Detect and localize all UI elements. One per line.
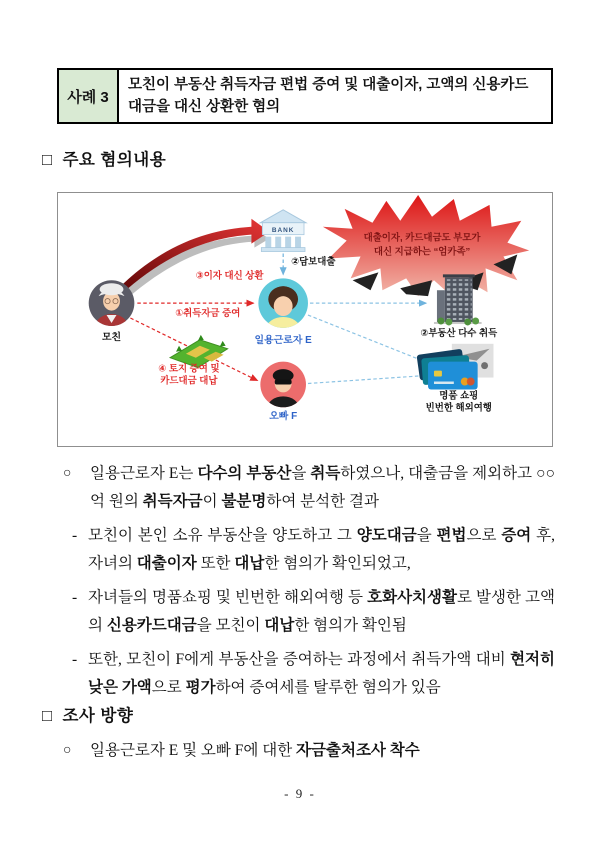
flow2-label: ②담보대출 [291, 255, 336, 267]
flow1-label: ①취득자금 증여 [175, 307, 241, 319]
building-label: ②부동산 다수 취득 [420, 326, 498, 338]
square-bullet-icon: □ [42, 151, 53, 169]
bullet-marker: - [72, 651, 78, 668]
suspicion-details [63, 460, 555, 708]
bullet-marker: - [72, 527, 78, 544]
bullet-item [63, 460, 555, 515]
callout-starburst [323, 195, 529, 298]
brother-label: 오빠 F [269, 411, 298, 423]
case-title: 모친이 부동산 취득자금 편법 증여 및 대출이자, 고액의 신용카드 대금을 대신 상환한 혐의 [128, 77, 529, 115]
flow3-label: ③이자 대신 상환 [195, 269, 264, 281]
daughter-avatar [258, 278, 308, 341]
page-number: - 9 - [284, 786, 316, 801]
bullet-text: 일용근로자 E 및 오빠 F에 대한 자금출처조사 착수 [90, 742, 420, 759]
bullet-marker: ○ [63, 466, 72, 481]
square-bullet-icon: □ [42, 707, 53, 725]
bank-icon [260, 210, 306, 252]
suspicion-flow-diagram [57, 192, 553, 447]
bullet-text: 또한, 모친이 F에게 부동산을 증여하는 과정에서 취득가액 대비 현저히 낮은 가액으로 평가하여 증여세를 탈루한 혐의가 있음 [88, 651, 555, 696]
callout-text-line1: 대출이자, 카드대금도 부모가 [363, 231, 481, 243]
bullet-item [63, 646, 555, 701]
cards-label-line2: 빈번한 해외여행 [425, 401, 492, 413]
bullet-item [63, 522, 555, 577]
mother-label: 모친 [101, 331, 122, 343]
bullet-text: 일용근로자 E는 다수의 부동산을 취득하였으나, 대출금을 제외하고 ○○억 원의 취득자금이 불분명하여 분석한 결과 [90, 465, 555, 510]
bullet-text: 모친이 본인 소유 부동산을 양도하고 그 양도대금을 편법으로 증여 후, 자녀의 대출이자 또한 대납한 혐의가 확인되었고, [88, 527, 555, 572]
case-header [57, 68, 553, 124]
bullet-marker: ○ [63, 743, 72, 758]
flow4-label-line1: ④ 토지 증여 및 [158, 362, 220, 374]
mother-avatar [89, 280, 135, 338]
flow4-label-line2: 카드대금 대납 [160, 374, 218, 386]
bullet-marker: - [72, 589, 78, 606]
bullet-text: 자녀들의 명품쇼핑 및 빈번한 해외여행 등 호화사치생활로 발생한 고액의 신용카드대금을 모친이 대납한 혐의가 확인됨 [88, 589, 555, 634]
section-heading-investigation [42, 702, 133, 726]
case-number-label: 사례 3 [59, 70, 119, 122]
bank-sign-text: BANK [271, 227, 295, 235]
section-title: 조사 방향 [62, 707, 134, 725]
interest-repayment-arrow [116, 219, 269, 299]
bullet-item [63, 737, 555, 765]
investigation-details [63, 737, 555, 772]
credit-cards-icon [417, 344, 494, 390]
bullet-item [63, 584, 555, 639]
section-title: 주요 혐의내용 [62, 151, 167, 169]
section-heading-suspicions [42, 146, 166, 170]
callout-text-line2: 대신 지급하는 “엄카족” [373, 245, 471, 257]
cards-label-line1: 명품 쇼핑 [439, 389, 479, 401]
daughter-label: 일용근로자 E [254, 334, 312, 346]
